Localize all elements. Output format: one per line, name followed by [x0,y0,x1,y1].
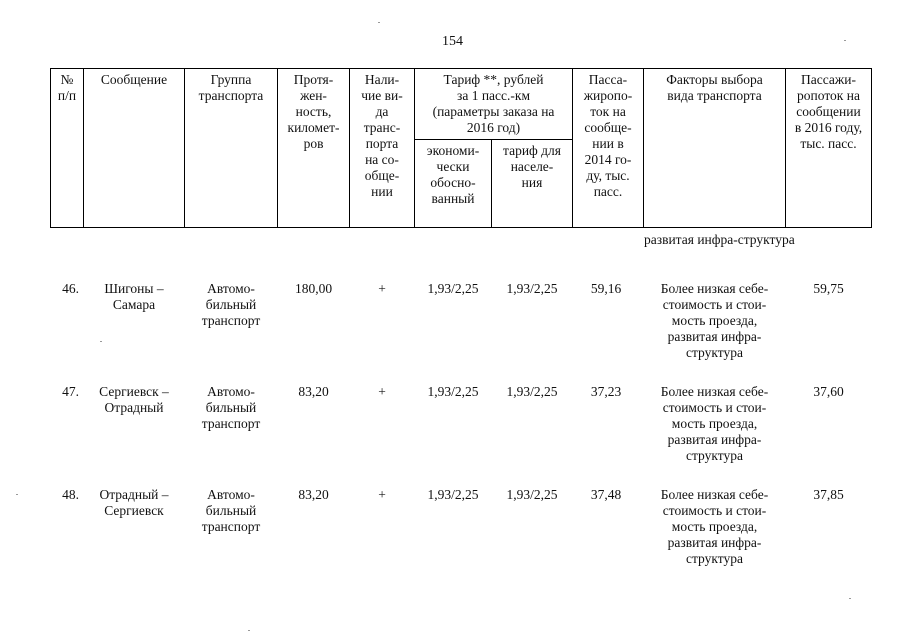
row-length: 83,20 [298,384,329,399]
header-no: № п/п [57,72,77,103]
row-transport-group: Автомо- бильный транспорт [201,384,261,431]
header-group: Группа транспорта [198,72,264,103]
row-number: 48. [62,487,79,502]
row-flow-2014: 37,48 [590,487,622,502]
row-tariff-econ: 1,93/2,25 [427,487,479,502]
row-length: 180,00 [294,281,333,296]
page-number: 154 [442,34,463,49]
row-availability: + [378,487,386,502]
header-factors: Факторы выбора вида транспорта [666,72,763,103]
row-flow-2016: 37,60 [813,384,844,399]
row-tariff-pop: 1,93/2,25 [506,281,558,296]
row-flow-2016: 37,85 [813,487,844,502]
row-factors: Более низкая себе- стоимость и стои- мость проезда, развитая инфра- структура [660,281,769,360]
row-route: Шигоны – Самара [104,281,164,312]
header-availability: Нали- чие ви- да транс- порта на со- обще- нии [361,72,403,199]
row-factors: Более низкая себе- стоимость и стои- мость проезда, развитая инфра- структура [660,487,769,566]
row-tariff-pop: 1,93/2,25 [506,487,558,502]
carryover-factors: развитая инфра-структура [644,232,795,247]
header-route: Сообщение [100,72,168,87]
row-transport-group: Автомо- бильный транспорт [201,487,261,534]
header-length: Протя- жен- ность, километ- ров [287,72,340,151]
row-route: Отрадный – Сергиевск [99,487,169,518]
header-tariff-econ: экономи- чески обосно- ванный [426,143,480,206]
row-transport-group: Автомо- бильный транспорт [201,281,261,328]
header-flow-2016: Пассажи- ропоток на сообщении в 2016 году, тыс. пасс. [794,72,863,151]
row-flow-2016: 59,75 [813,281,844,296]
row-tariff-econ: 1,93/2,25 [427,384,479,399]
row-length: 83,20 [298,487,329,502]
row-availability: + [378,281,386,296]
header-tariff-pop: тариф для населе- ния [503,143,561,190]
row-flow-2014: 59,16 [590,281,622,296]
row-number: 47. [62,384,79,399]
row-flow-2014: 37,23 [590,384,622,399]
row-availability: + [378,384,386,399]
row-route: Сергиевск – Отрадный [99,384,169,415]
header-flow-2014: Пасса- жиропо- ток на сообще- нии в 2014 го- ду, тыс. пасс. [583,72,633,199]
header-tariff: Тариф **, рублей за 1 пасс.-км (параметры заказа на 2016 год) [432,72,555,135]
row-tariff-econ: 1,93/2,25 [427,281,479,296]
row-tariff-pop: 1,93/2,25 [506,384,558,399]
row-number: 46. [62,281,79,296]
row-factors: Более низкая себе- стоимость и стои- мость проезда, развитая инфра- структура [660,384,769,463]
